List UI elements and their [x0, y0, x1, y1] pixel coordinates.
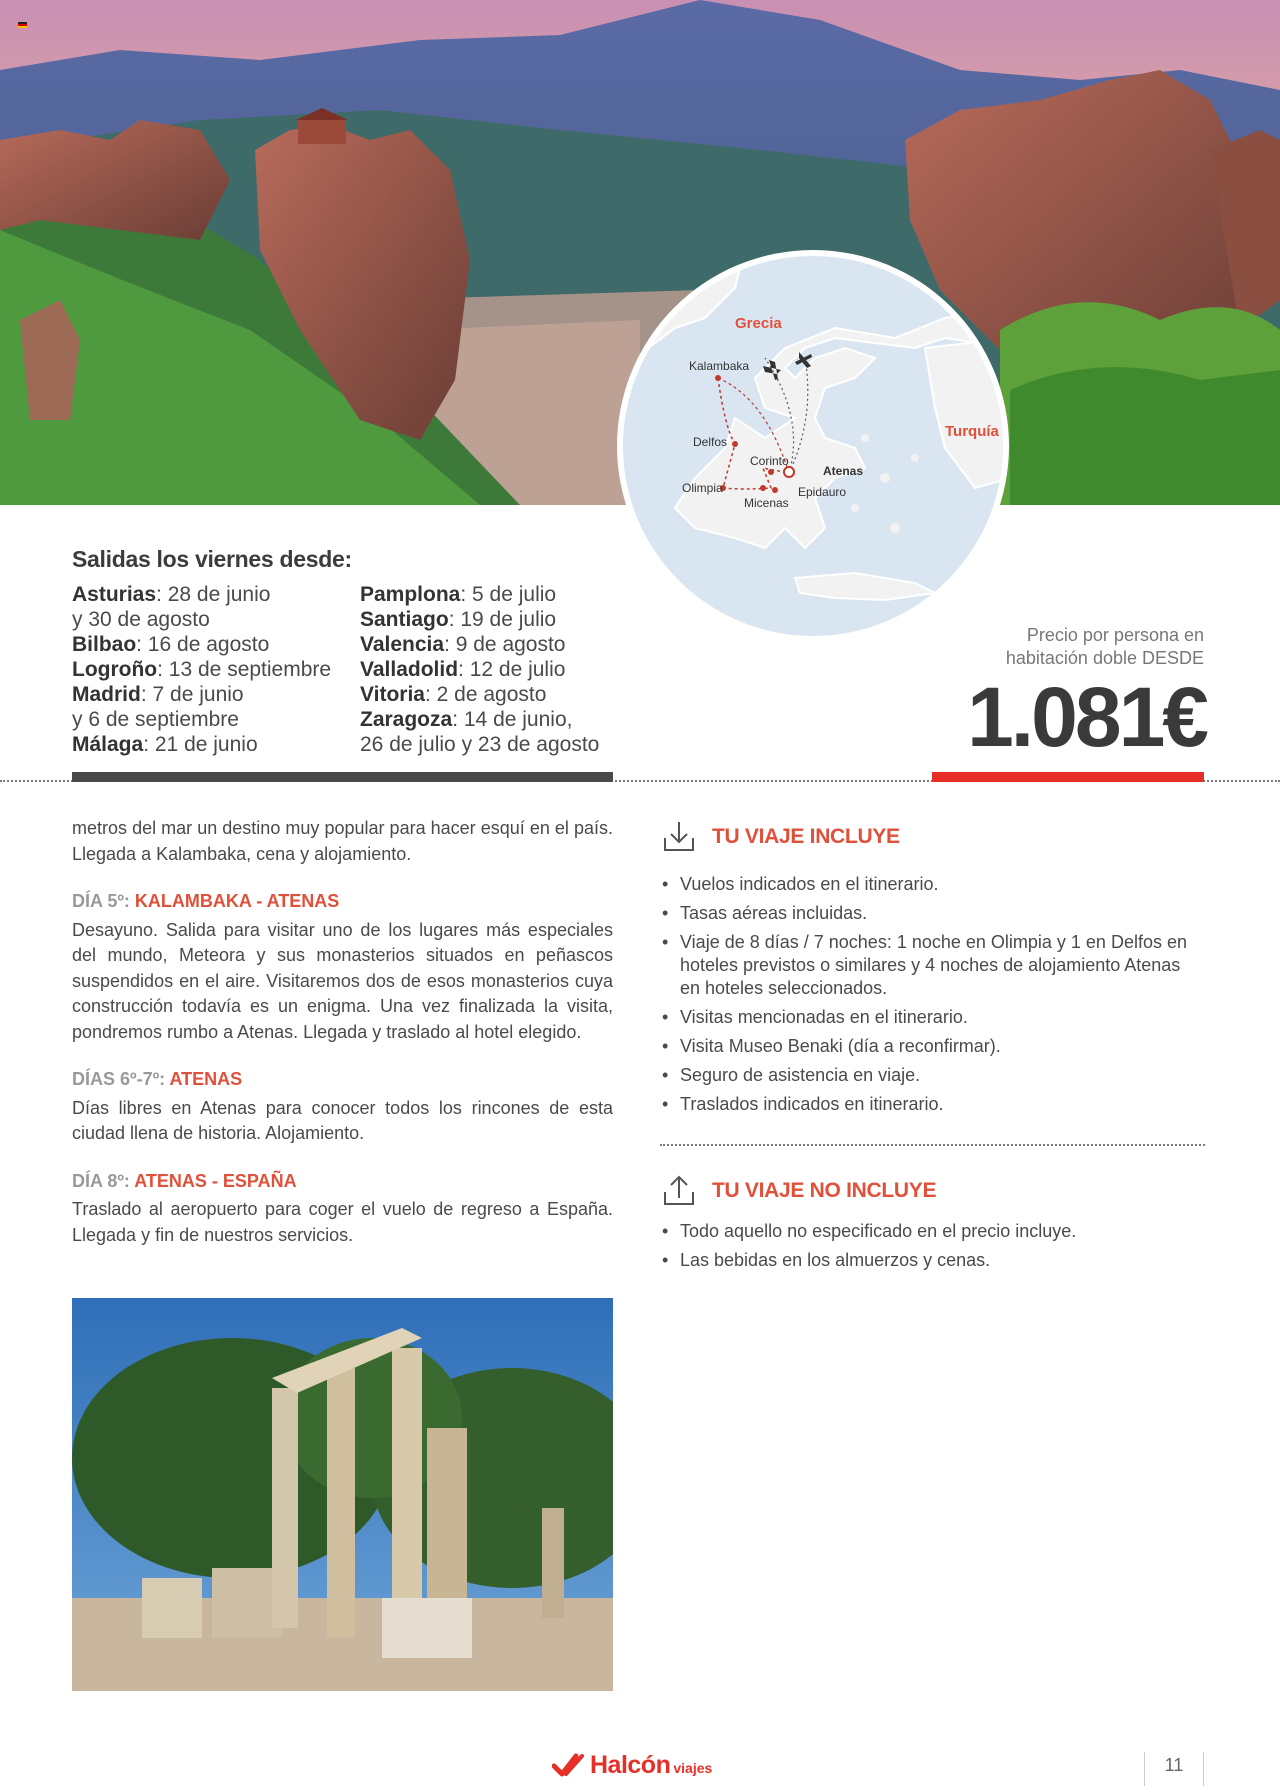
map-label-city: Olimpia — [682, 481, 723, 495]
departure-item: 26 de julio y 23 de agosto — [360, 733, 600, 756]
map-label-city: Corinto — [750, 454, 789, 468]
brand-logo — [552, 1752, 712, 1778]
city-dot-delfos — [732, 441, 738, 447]
divider-bar-dark — [72, 772, 613, 782]
list-item: • Seguro de asistencia en viaje. — [660, 1064, 1205, 1087]
departure-item: y 6 de septiembre — [72, 708, 239, 731]
map-label-city: Kalambaka — [689, 359, 750, 373]
brand-sub: viajes — [673, 1760, 713, 1776]
departure-item: y 30 de agosto — [72, 608, 210, 631]
list-item: • Todo aquello no especificado en el precio incluye. — [660, 1220, 1205, 1243]
dotted-divider — [660, 1144, 1205, 1146]
map-label-city: Atenas — [823, 464, 864, 478]
day-text: Traslado al aeropuerto para coger el vuelo de regreso a España. Llegada y fin de nuestros servicios. — [72, 1199, 613, 1245]
checkmark-logo-icon — [552, 1752, 590, 1778]
list-item: • Las bebidas en los almuerzos y cenas. — [660, 1249, 1205, 1272]
map-label-neighbor: Turquía — [945, 423, 999, 440]
includes-title: TU VIAJE INCLUYE — [712, 825, 900, 848]
departure-item: Madrid: 7 de junio — [72, 683, 244, 706]
departures-list-left — [72, 582, 342, 757]
departure-item: Málaga: 21 de junio — [72, 733, 258, 756]
map-label-city: Epidauro — [798, 485, 847, 499]
departure-item: Zaragoza: 14 de junio, — [360, 708, 573, 731]
city-dot-atenas — [784, 467, 794, 477]
price-label-line: habitación doble DESDE — [1005, 648, 1204, 668]
list-item: • Visita Museo Benaki (día a reconfirmar). — [660, 1035, 1205, 1058]
page-number: 11 — [1144, 1752, 1204, 1786]
list-item: • Traslados indicados en itinerario. — [660, 1093, 1205, 1116]
upload-icon — [660, 1172, 698, 1210]
route-map — [615, 248, 1011, 644]
price-label — [960, 624, 1204, 670]
departure-item: Asturias: 28 de junio — [72, 583, 271, 606]
includes-heading — [660, 818, 900, 856]
itinerary — [72, 816, 613, 1248]
map-label-country: Grecia — [735, 315, 782, 332]
list-item: • Viaje de 8 días / 7 noches: 1 noche en Olimpia y 1 en Delfos en hoteles previstos o similares y 4 noches de alojamiento Atenas en hoteles seleccionados. — [660, 931, 1205, 1000]
list-item: • Tasas aéreas incluidas. — [660, 902, 1205, 925]
brand-name: Halcón — [590, 1751, 671, 1779]
price-label-line: Precio por persona en — [1026, 625, 1204, 645]
day-heading: DÍA 5º: KALAMBAKA - ATENAS — [72, 891, 340, 911]
city-dot-corinto — [768, 469, 774, 475]
includes-list — [660, 873, 1205, 1122]
departures-title: Salidas los viernes desde: — [72, 546, 352, 572]
excludes-title: TU VIAJE NO INCLUYE — [712, 1179, 937, 1202]
download-icon — [660, 818, 698, 856]
departure-item: Valencia: 9 de agosto — [360, 633, 566, 656]
city-dot-kalambaka — [715, 375, 721, 381]
departure-item: Pamplona: 5 de julio — [360, 583, 557, 606]
map-label-city: Micenas — [744, 496, 789, 510]
excludes-heading — [660, 1172, 936, 1210]
city-dot-micenas — [760, 485, 766, 491]
excludes-list — [660, 1220, 1205, 1278]
departure-item: Vitoria: 2 de agosto — [360, 683, 547, 706]
list-item: • Visitas mencionadas en el itinerario. — [660, 1006, 1205, 1029]
price-amount: 1.081€ — [967, 670, 1206, 764]
itinerary-intro: metros del mar un destino muy popular para hacer esquí en el país. Llegada a Kalambaka, cena y alojamiento. — [72, 818, 613, 864]
olympia-ruins-photo — [72, 1298, 613, 1691]
day-heading: DÍA 8º: ATENAS - ESPAÑA — [72, 1170, 297, 1191]
list-item: • Vuelos indicados en el itinerario. — [660, 873, 1205, 896]
divider-bar-red — [932, 772, 1204, 782]
departure-item: Logroño: 13 de septiembre — [72, 658, 332, 681]
departure-item: Bilbao: 16 de agosto — [72, 633, 270, 656]
flag-icon — [18, 22, 27, 28]
departure-item: Valladolid: 12 de julio — [360, 658, 566, 681]
departure-item: Santiago: 19 de julio — [360, 608, 557, 631]
map-label-city: Delfos — [693, 435, 728, 449]
day-text: Días libres en Atenas para conocer todos los rincones de esta ciudad llena de historia. Alojamiento. — [72, 1097, 613, 1143]
departures-list-right — [360, 582, 630, 757]
city-dot-epidauro — [772, 487, 778, 493]
day-heading: DÍAS 6º-7º: ATENAS — [72, 1069, 243, 1089]
day-text: Desayuno. Salida para visitar uno de los lugares más especiales del mundo, Meteora y sus monasterios situados en peñascos suspendidos en el aire. Visitaremos dos de esos monasterios cuya construcción todavía es un enigma. Una vez finalizada la visita, pondremos rumbo a Atenas. Llegada y traslado al hotel elegido. — [72, 919, 613, 1042]
